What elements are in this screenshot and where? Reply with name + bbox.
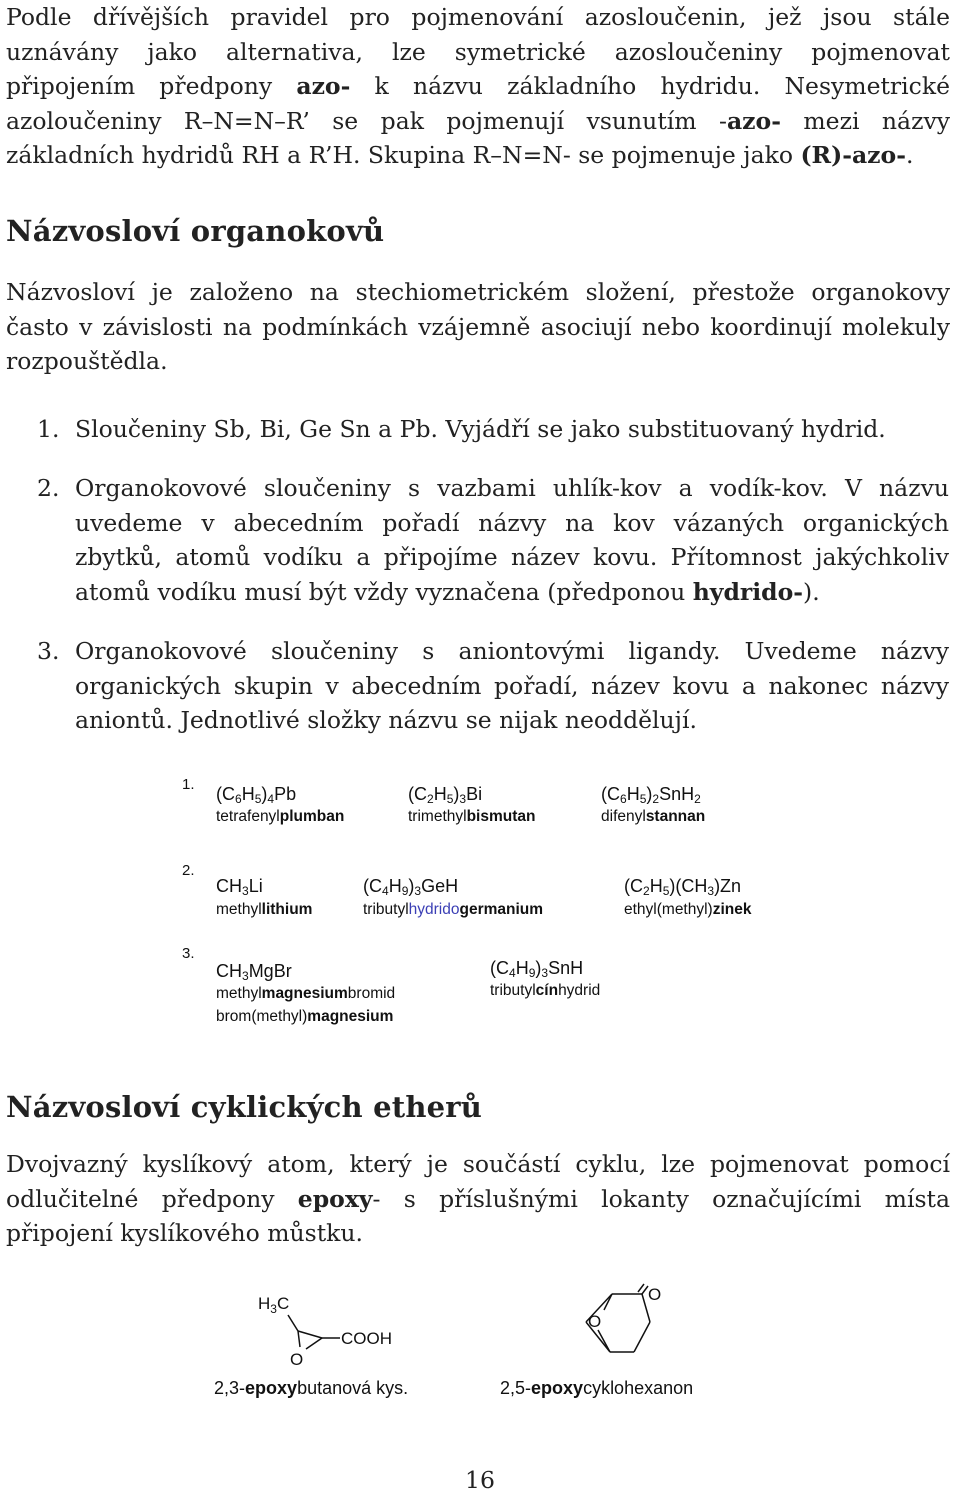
bond (288, 1315, 298, 1331)
epoxybutanoic-acid-structure (240, 1285, 420, 1375)
name-methylmagnesiumbromid: methylmagnesiumbromid (216, 985, 396, 1002)
cyclic-ethers-paragraph: Dvojvazný kyslíkový atom, který je součástí cyklu, lze pojmenovat pomocí odlučitelné předpony epoxy- s příslušnými lokanty označujícími místa připojení kyslíkového můstku. (6, 1150, 950, 1247)
structure-name-epoxycyclohexanone: 2,5-epoxycyklohexanon (500, 1378, 694, 1398)
bond (298, 1331, 300, 1347)
name-brommethylmagnesium: brom(methyl)magnesium (216, 1008, 394, 1025)
name-methyllithium: methyllithium (216, 901, 313, 918)
oxygen-label: O (290, 1350, 304, 1369)
formula-ethylmethylzinek: $(C_2H_5)(CH_3)Zn$ (624, 876, 742, 898)
name-difenylstannan: difenylstannan (601, 808, 706, 825)
bridge-oxygen-label: O (588, 1312, 602, 1331)
example-group-number: 3. (182, 945, 195, 962)
methyl-label: $H_3C$ (258, 1294, 290, 1316)
bond (298, 1331, 322, 1338)
epoxycyclohexanone-structure (570, 1280, 680, 1370)
example-group-number: 2. (182, 862, 195, 879)
formula-trimethylbismutan: $(C_2H_5)_3Bi$ (408, 784, 483, 806)
formula-tributylcinhydrid: $(C_4H_9)_3SnH$ (490, 958, 584, 980)
list-item: 3. Organokovové sloučeniny s aniontovými ligandy. Uvedeme názvy organických skupin v abecedním pořadí, název kovu a nakonec názvy aniontů. Jednotlivé složky názvu se nijak neoddělují. (37, 637, 949, 734)
organometallics-paragraph: Názvosloví je založeno na stechiometrickém složení, přestože organokovy často v závislosti na podmínkách vzájemně asociují nebo koordinují molekuly rozpouštědla. (6, 278, 950, 375)
name-tributylhydridogermanium: tributylhydridogermanium (363, 901, 544, 918)
page-number: 16 (465, 1466, 495, 1494)
bond (634, 1322, 650, 1352)
section-heading-organometallics: Názvosloví organokovů (6, 214, 385, 248)
bond (638, 1284, 644, 1292)
list-item: 2. Organokovové sloučeniny s vazbami uhlík-kov a vodík-kov. V názvu uvedeme v abecedním pořadí názvy na kov vázaných organických zbytků, atomů vodíku a připojíme název kovu. Přítomnost jakýchkoliv atomů vodíku musí být vždy vyznačena (předponou hydrido-). (37, 474, 949, 606)
list-item: 1. Sloučeniny Sb, Bi, Ge Sn a Pb. Vyjádří se jako substituovaný hydrid. (37, 415, 886, 443)
carbonyl-oxygen-label: O (648, 1285, 662, 1304)
name-ethylmethylzinek: ethyl(methyl)zinek (624, 901, 752, 918)
formula-methyllithium: $CH_3Li$ (216, 876, 263, 898)
formula-difenylstannan: $(C_6H_5)_2SnH_2$ (601, 784, 701, 806)
formula-tributylhydridogermanium: $(C_4H_9)_3GeH$ (363, 876, 459, 898)
bond (598, 1330, 610, 1352)
carboxyl-label: COOH (341, 1329, 392, 1348)
intro-paragraph: Podle dřívějších pravidel pro pojmenování azosloučenin, jež jsou stále uznávány jako alternativa, lze symetrické azosloučeniny pojmenovat připojením předpony azo- k názvu základního hydridu. Nesymetrické azoloučeniny R–N=N–R’ se pak pojmenují vsunutím -azo- mezi názvy základních hydridů RH a R’H. Skupina R–N=N- se pojmenuje jako (R)-azo-. (6, 3, 951, 169)
example-group-number: 1. (182, 776, 195, 793)
structure-name-epoxybutanoic-acid: 2,3-epoxybutanová kys. (214, 1378, 409, 1398)
bond (306, 1338, 322, 1349)
formula-methylmagnesiumbromid: $CH_3MgBr$ (216, 961, 292, 983)
formula-tetrafenylplumban: $(C_6H_5)_4Pb$ (216, 784, 297, 806)
name-tetrafenylplumban: tetrafenylplumban (216, 808, 345, 825)
name-trimethylbismutan: trimethylbismutan (408, 808, 536, 825)
section-heading-cyclic-ethers: Názvosloví cyklických etherů (6, 1090, 483, 1124)
name-tributylcinhydrid: tributylcínhydrid (490, 982, 601, 999)
